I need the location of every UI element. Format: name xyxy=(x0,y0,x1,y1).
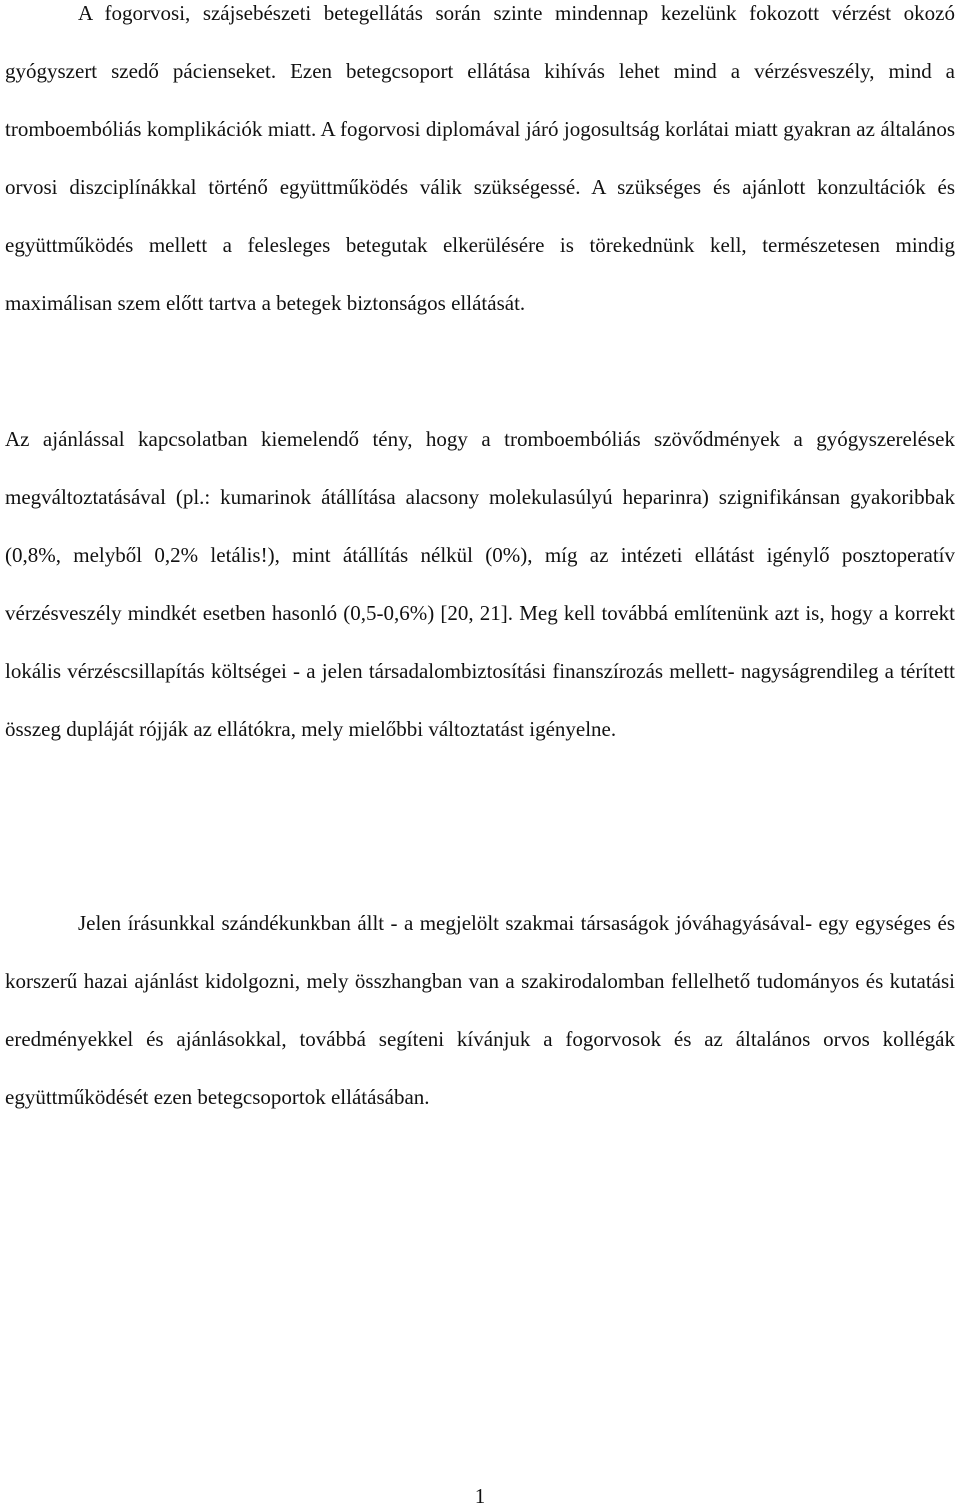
paragraph-purpose: Jelen írásunkkal szándékunkban állt - a megjelölt szakmai társaságok jóváhagyásával- egy egységes és korszerű hazai ajánlást kidolgozni, mely összhangban van a szakirodalomban fellelhető tudományos és kutatási eredményekkel és ajánlásokkal, továbbá segíteni kívánjuk a fogorvosok és az általános orvos kollégák együttműködését ezen betegcsoportok ellátásában. xyxy=(5,911,955,1109)
paragraph-intro: A fogorvosi, szájsebészeti betegellátás során szinte mindennap kezelünk fokozott vérzést okozó gyógyszert szedő pácienseket. Ezen betegcsoport ellátása kihívás lehet mind a vérzésveszély, mind a tromboembóliás komplikációk miatt. A fogorvosi diplomával járó jogosultság korlátai miatt gyakran az általános orvosi diszciplínákkal történő együttműködés válik szükségessé. A szükséges és ajánlott konzultációk és együttműködés mellett a felesleges betegutak elkerülésére is törekednünk kell, természetesen mindig maximálisan szem előtt tartva a betegek biztonságos ellátását. xyxy=(5,1,955,315)
page-number: 1 xyxy=(474,1484,486,1508)
paragraph-recommendation: Az ajánlással kapcsolatban kiemelendő tény, hogy a tromboembóliás szövődmények a gyógyszerelések megváltoztatásával (pl.: kumarinok átállítása alacsony molekulasúlyú heparinra) szignifikánsan gyakoribbak (0,8%, melyből 0,2% letális!), mint átállítás nélkül (0%), míg az intézeti ellátást igénylő posztoperatív vérzésveszély mindkét esetben hasonló (0,5-0,6%) [20, 21]. Meg kell továbbá említenünk azt is, hogy a korrekt lokális vérzéscsillapítás költségei - a jelen társadalombiztosítási finanszírozás mellett- nagyságrendileg a térített összeg dupláját rójják az ellátókra, mely mielőbbi változtatást igényelne. xyxy=(5,427,955,741)
